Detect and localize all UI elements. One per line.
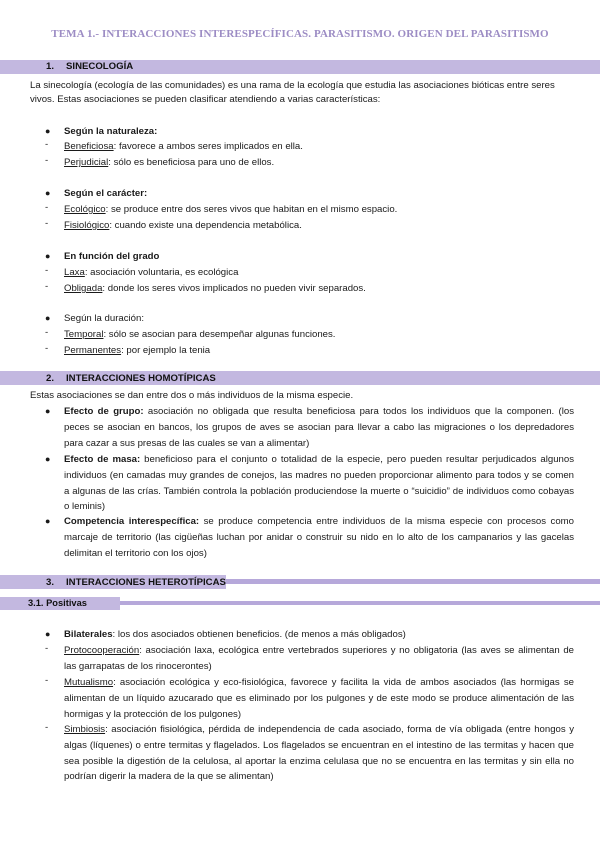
dash-icon: -	[45, 343, 49, 354]
list-item-temporal: Temporal: sólo se asocian para desempeñar algunas funciones.	[64, 329, 336, 340]
section-1-heading: 1. SINECOLOGÍA	[46, 61, 134, 72]
protocooperacion-paragraph: Protocooperación: asociación laxa, ecológica entre vertebrados superiores y no obligatoria (las aves se alimentan de las garrapatas de los rinocerontes)	[64, 645, 574, 672]
mutualismo-paragraph: Mutualismo: asociación ecológica y eco-fisiológica, favorece y facilita la vida de ambos asociados (las hormigas se alimentan de un líquido azucarado que es eliminado por los pulgones y de este modo se produce alimentación de las hormigas y la protección de los pulgones)	[64, 677, 574, 720]
dash-icon: -	[45, 675, 49, 686]
dash-icon: -	[45, 722, 49, 733]
dash-icon: -	[45, 265, 49, 276]
competencia-paragraph: Competencia interespecífica: se produce competencia entre individuos de la misma especie con procesos como marcaje de territorio (las cigüeñas luchan por anidar o construir su nido en lo alto de los campanarios y las gacelas delimitan el territorio con los ojos)	[64, 516, 575, 559]
section-3-heading: 3. INTERACCIONES HETEROTÍPICAS	[46, 577, 226, 588]
bullet-icon: ●	[45, 406, 51, 416]
bullet-icon: ●	[45, 251, 51, 261]
bullet-icon: ●	[45, 126, 51, 136]
list-item-perjudicial: Perjudicial: sólo es beneficiosa para uno de ellos.	[64, 157, 275, 168]
dash-icon: -	[45, 202, 49, 213]
list-item-permanentes: Permanentes: por ejemplo la tenia	[64, 345, 211, 356]
dash-icon: -	[45, 218, 49, 229]
group-grado-label: En función del grado	[64, 251, 160, 262]
efecto-grupo-paragraph: Efecto de grupo: asociación no obligada que resulta beneficiosa para todos los individuos que la componen. (los peces se asocian en bancos, los grupos de aves se asocian para llevar a cabo las migraciones o los depredadores para cazar a sus presas de las cuales se van a alimentar)	[64, 406, 574, 449]
simbiosis-paragraph: Simbiosis: asociación fisiológica, pérdida de independencia de cada asociado, forma de vía obligada (entre hongos y algas (líquenes) o entre termitas y flagelados. Los flagelados se encuentran en el intestino de las termitas y hacen que sea posible la digestión de la celulosa, al aportar la enzima celulasa que no se encuentra en las termitas y sin ella no podrían digerir la madera de la que se alimentan)	[64, 724, 574, 783]
bullet-icon: ●	[45, 454, 51, 464]
dash-icon: -	[45, 643, 49, 654]
efecto-masa-paragraph: Efecto de masa: beneficioso para el conjunto o totalidad de la especie, pero pueden resultar perjudicados algunos individuos (en camadas muy grandes de conejos, las madres no pueden proporcionar alimento para todos y se comen a algunas de las crías. También controla la población produciendose la muerte o “suicidio” de individuos como cobayas o leminis)	[64, 454, 574, 513]
s1-intro-line-2: vivos. Estas asociaciones se pueden clasificar atendiendo a varias características:	[30, 94, 381, 105]
s2-intro: Estas asociaciones se dan entre dos o más individuos de la misma especie.	[30, 390, 354, 401]
dash-icon: -	[45, 139, 49, 150]
subsection-header-rule	[120, 601, 600, 605]
bullet-icon: ●	[45, 188, 51, 198]
dash-icon: -	[45, 281, 49, 292]
dash-icon: -	[45, 155, 49, 166]
section-3-header-rule	[226, 579, 600, 584]
section-2-heading: 2. INTERACCIONES HOMOTÍPICAS	[46, 373, 216, 384]
document-title: TEMA 1.- INTERACCIONES INTERESPECÍFICAS. PARASITISMO. ORIGEN DEL PARASITISMO	[51, 28, 549, 40]
s1-intro-line-1: La sinecología (ecología de las comunidades) es una rama de la ecología que estudia las asociaciones bióticas entre seres	[30, 80, 555, 91]
list-item-beneficiosa: Beneficiosa: favorece a ambos seres implicados en ella.	[64, 141, 303, 152]
list-item-ecologico: Ecológico: se produce entre dos seres vivos que habitan en el mismo espacio.	[64, 204, 398, 215]
bullet-icon: ●	[45, 629, 51, 639]
group-naturaleza-label: Según la naturaleza:	[64, 126, 158, 137]
bullet-icon: ●	[45, 516, 51, 526]
list-item-obligada: Obligada: donde los seres vivos implicados no pueden vivir separados.	[64, 283, 366, 294]
group-duracion-label: Según la duración:	[64, 313, 145, 324]
dash-icon: -	[45, 327, 49, 338]
list-item-fisiologico: Fisiológico: cuando existe una dependencia metabólica.	[64, 220, 302, 231]
bilaterales-paragraph: Bilaterales: los dos asociados obtienen beneficios. (de menos a más obligados)	[64, 629, 406, 640]
group-caracter-label: Según el carácter:	[64, 188, 148, 199]
list-item-laxa: Laxa: asociación voluntaria, es ecológica	[64, 267, 239, 278]
subsection-heading: 3.1. Positivas	[28, 598, 87, 608]
bullet-icon: ●	[45, 313, 51, 323]
